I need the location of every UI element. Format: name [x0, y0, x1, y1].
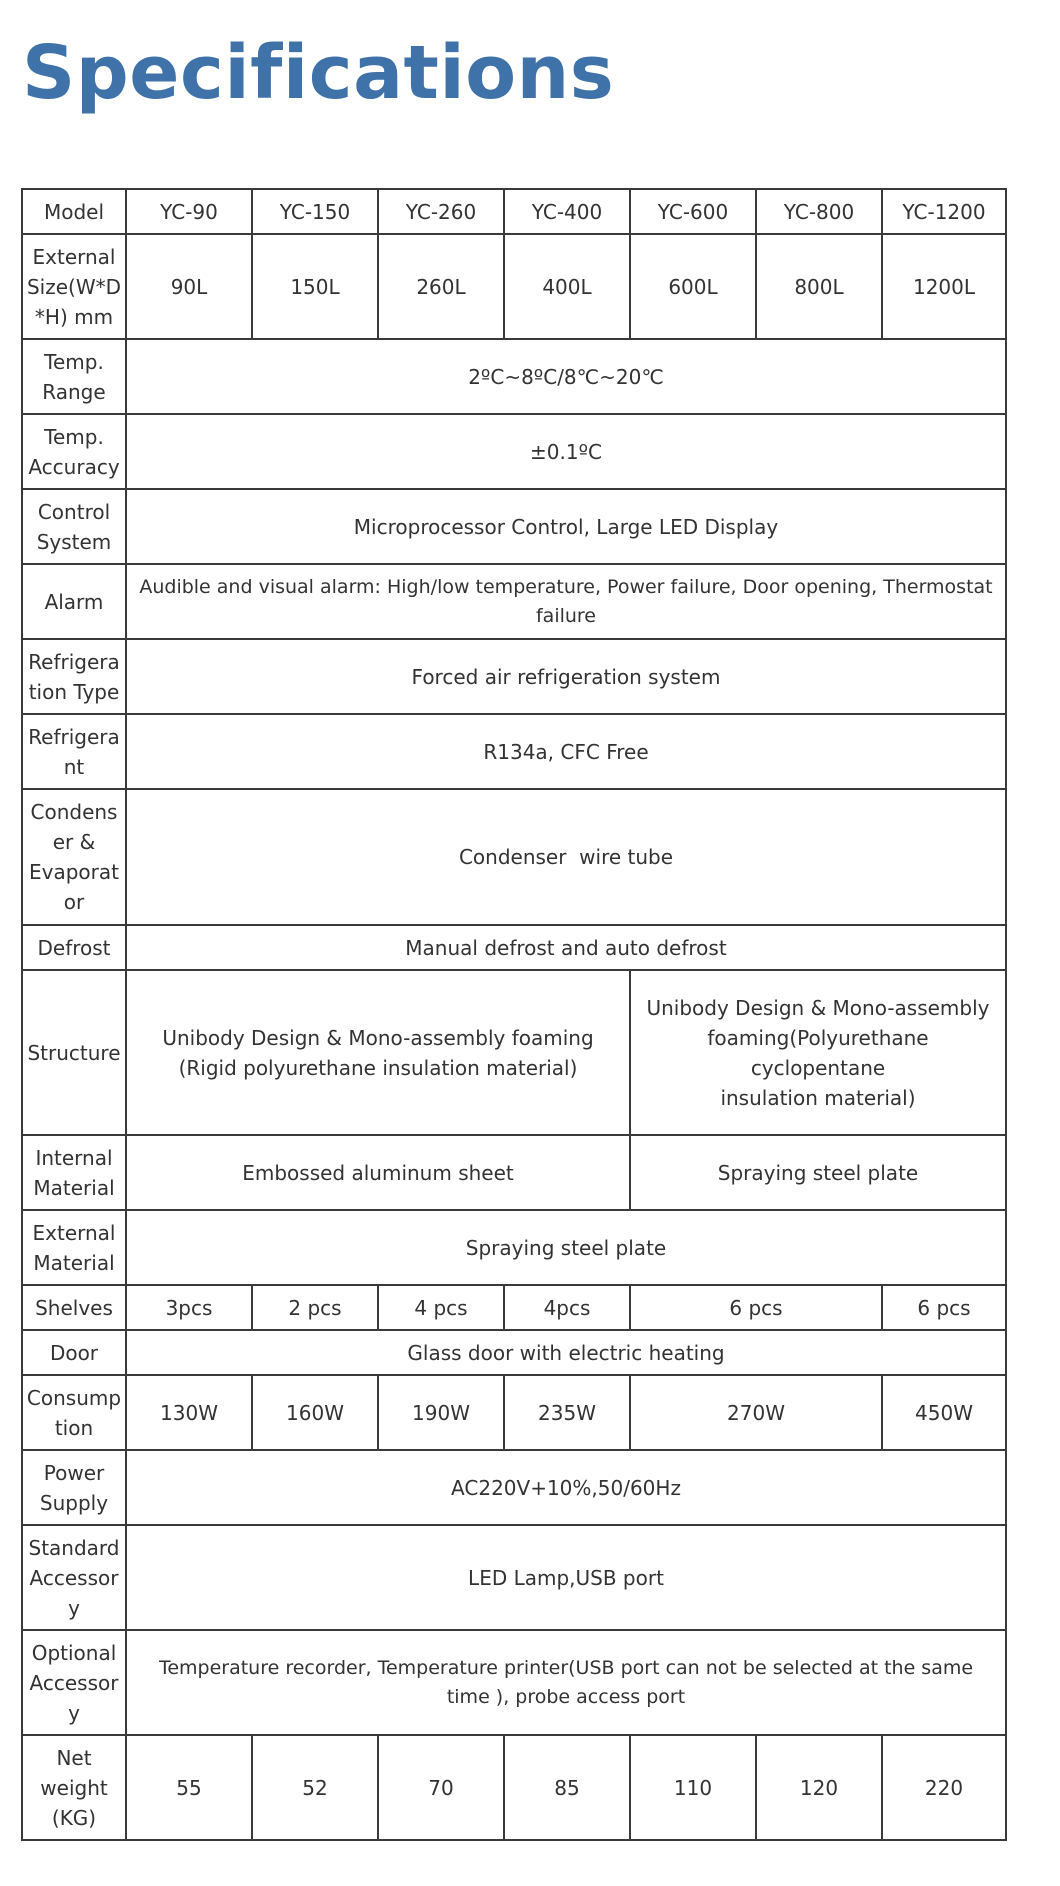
row-label: Consump tion: [22, 1375, 126, 1450]
door-value: Glass door with electric heating: [126, 1330, 1006, 1375]
model-cell: YC-1200: [882, 189, 1006, 234]
row-optional-accessory: [22, 1630, 1006, 1735]
structure-value-large: Unibody Design & Mono-assembly foaming(Polyurethane cyclopentane insulation material): [630, 970, 1006, 1135]
row-refrigeration-type: [22, 639, 1006, 714]
row-label: Optional Accessor y: [22, 1630, 126, 1735]
row-label: Internal Material: [22, 1135, 126, 1210]
size-cell: 90L: [126, 234, 252, 339]
size-cell: 260L: [378, 234, 504, 339]
net-weight-cell: 220: [882, 1735, 1006, 1840]
model-cell: YC-150: [252, 189, 378, 234]
row-temp-range: [22, 339, 1006, 414]
consumption-cell: 130W: [126, 1375, 252, 1450]
row-label: Condens er & Evaporat or: [22, 789, 126, 925]
consumption-cell: 160W: [252, 1375, 378, 1450]
row-consumption: [22, 1375, 1006, 1450]
specifications-table: [21, 188, 1007, 1841]
size-cell: 400L: [504, 234, 630, 339]
size-cell: 600L: [630, 234, 756, 339]
row-internal-material: [22, 1135, 1006, 1210]
temp-range-value: 2ºC~8ºC/8℃~20℃: [126, 339, 1006, 414]
shelves-cell: 6 pcs: [882, 1285, 1006, 1330]
external-material-value: Spraying steel plate: [126, 1210, 1006, 1285]
size-cell: 1200L: [882, 234, 1006, 339]
row-label: Shelves: [22, 1285, 126, 1330]
refrigeration-type-value: Forced air refrigeration system: [126, 639, 1006, 714]
consumption-cell: 270W: [630, 1375, 882, 1450]
size-cell: 150L: [252, 234, 378, 339]
row-label: Temp. Range: [22, 339, 126, 414]
row-label: External Material: [22, 1210, 126, 1285]
structure-value-small: Unibody Design & Mono-assembly foaming (Rigid polyurethane insulation material): [126, 970, 630, 1135]
row-label: Defrost: [22, 925, 126, 970]
shelves-cell: 4 pcs: [378, 1285, 504, 1330]
shelves-cell: 2 pcs: [252, 1285, 378, 1330]
row-model: [22, 189, 1006, 234]
row-label: Alarm: [22, 564, 126, 639]
optional-accessory-value: Temperature recorder, Temperature printer(USB port can not be selected at the same time ), probe access port: [126, 1630, 1006, 1735]
net-weight-cell: 120: [756, 1735, 882, 1840]
standard-accessory-value: LED Lamp,USB port: [126, 1525, 1006, 1630]
model-cell: YC-800: [756, 189, 882, 234]
row-standard-accessory: [22, 1525, 1006, 1630]
net-weight-cell: 70: [378, 1735, 504, 1840]
row-label: Refrigera tion Type: [22, 639, 126, 714]
net-weight-cell: 55: [126, 1735, 252, 1840]
row-label: Net weight (KG): [22, 1735, 126, 1840]
row-label: External Size(W*D *H) mm: [22, 234, 126, 339]
row-door: [22, 1330, 1006, 1375]
row-label: Power Supply: [22, 1450, 126, 1525]
net-weight-cell: 85: [504, 1735, 630, 1840]
size-cell: 800L: [756, 234, 882, 339]
defrost-value: Manual defrost and auto defrost: [126, 925, 1006, 970]
row-label: Standard Accessor y: [22, 1525, 126, 1630]
consumption-cell: 450W: [882, 1375, 1006, 1450]
row-alarm: [22, 564, 1006, 639]
model-cell: YC-600: [630, 189, 756, 234]
alarm-value: Audible and visual alarm: High/low temperature, Power failure, Door opening, Thermostat failure: [126, 564, 1006, 639]
model-cell: YC-90: [126, 189, 252, 234]
model-cell: YC-260: [378, 189, 504, 234]
shelves-cell: 4pcs: [504, 1285, 630, 1330]
row-temp-accuracy: [22, 414, 1006, 489]
row-external-material: [22, 1210, 1006, 1285]
internal-material-small: Embossed aluminum sheet: [126, 1135, 630, 1210]
row-structure: [22, 970, 1006, 1135]
control-system-value: Microprocessor Control, Large LED Display: [126, 489, 1006, 564]
row-refrigerant: [22, 714, 1006, 789]
model-cell: YC-400: [504, 189, 630, 234]
row-external-size: [22, 234, 1006, 339]
internal-material-large: Spraying steel plate: [630, 1135, 1006, 1210]
consumption-cell: 235W: [504, 1375, 630, 1450]
page-title: Specifications: [22, 30, 615, 116]
row-label: Door: [22, 1330, 126, 1375]
row-defrost: [22, 925, 1006, 970]
net-weight-cell: 52: [252, 1735, 378, 1840]
consumption-cell: 190W: [378, 1375, 504, 1450]
row-power-supply: [22, 1450, 1006, 1525]
condenser-value: Condenser wire tube: [126, 789, 1006, 925]
net-weight-cell: 110: [630, 1735, 756, 1840]
row-label: Model: [22, 189, 126, 234]
row-net-weight: [22, 1735, 1006, 1840]
shelves-cell: 3pcs: [126, 1285, 252, 1330]
temp-accuracy-value: ±0.1ºC: [126, 414, 1006, 489]
row-condenser-evaporator: [22, 789, 1006, 925]
shelves-cell: 6 pcs: [630, 1285, 882, 1330]
row-label: Refrigera nt: [22, 714, 126, 789]
refrigerant-value: R134a, CFC Free: [126, 714, 1006, 789]
row-label: Temp. Accuracy: [22, 414, 126, 489]
row-control-system: [22, 489, 1006, 564]
power-supply-value: AC220V+10%,50/60Hz: [126, 1450, 1006, 1525]
row-label: Structure: [22, 970, 126, 1135]
row-label: Control System: [22, 489, 126, 564]
row-shelves: [22, 1285, 1006, 1330]
